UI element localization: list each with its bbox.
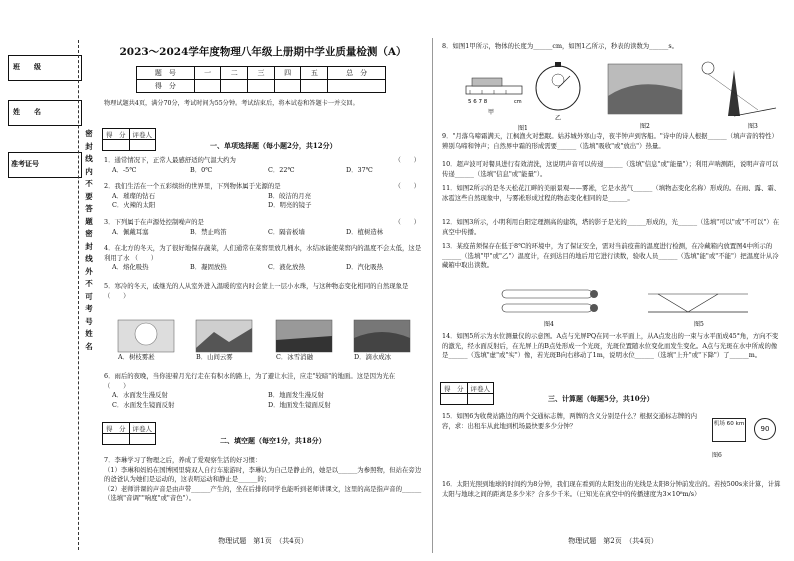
score-cell: 四 [274, 67, 301, 80]
score-cell[interactable] [248, 80, 275, 93]
option-b: B．皎洁的月亮 [268, 191, 312, 200]
question-7 [104, 456, 422, 504]
fig-2-label: 图2 [640, 123, 650, 130]
answer-paren: （ ） [394, 182, 420, 190]
thermometer-yi-icon [502, 304, 598, 312]
tower-shadow-icon [702, 62, 776, 116]
page-1-footer: 物理试题 第1页 （共4页） [218, 537, 308, 545]
score-table-score-row [137, 80, 386, 93]
figure-6 [712, 412, 782, 460]
section-1-title: 一、单项选择题（每小题2分，共12分） [210, 141, 337, 150]
option-d: D．滴水成冰 [354, 353, 392, 361]
question-6 [104, 372, 422, 410]
option-a: A．佩戴耳塞 [112, 227, 149, 236]
question-5 [104, 282, 422, 301]
option-c: C．火辣的太阳 [112, 201, 156, 210]
answer-paren: （ ） [104, 291, 130, 300]
question-text: 4．在北方的冬天，为了很好地保存蔬菜，人们通常在菜窖里放几桶水，水结冰能使菜窖内的温度不会太低，这是利用了水 [104, 244, 422, 262]
grader-reviewer-label: 评卷人 [129, 423, 156, 434]
question-text: 1．通常情况下，正常人最感舒适的气温大约为 [104, 156, 236, 164]
grader-reviewer-cell[interactable] [467, 394, 494, 405]
page-2 [438, 40, 788, 555]
score-cell: 一 [194, 67, 221, 80]
grader-reviewer-cell[interactable] [129, 140, 156, 151]
grader-score-cell[interactable] [441, 394, 468, 405]
ruler-icon [466, 78, 522, 94]
question-text: 2．我们生活在一个五彩缤纷的世界里，下列物体属于光源的是 [104, 182, 281, 190]
answer-paren: （ ） [104, 381, 130, 390]
airport-distance-sign: 机场 60 km [712, 418, 746, 442]
option-a: A．水面发生漫反射 [112, 391, 168, 400]
fig-5-label: 图5 [694, 321, 704, 328]
grader-box-2 [102, 422, 156, 445]
option-d: D．37℃ [346, 165, 373, 174]
page-divider [432, 38, 433, 553]
exam-number-box [8, 152, 82, 178]
question-14: 14．如图5所示为水位测量仪的示意图。A点与光屏PQ在同一水平面上，从A点发出的一束与水平面成45°角，方向不变的激光，经水面反射后，在光屏上的B点处形成一个光斑，光斑位置随水位变化而发生变化。A点与光斑在水中所成的像是______（选填"虚"或"实"）像，若光斑B向右移动了1m，说明水位______（选填"上升"或"下降"）了______m。 [442, 332, 779, 360]
question-text: 7．李琳学习了物理之后，养成了爱观察生活的好习惯： [104, 456, 262, 464]
option-c: C．隔音板墙 [268, 227, 305, 236]
score-cell: 总 分 [328, 67, 386, 80]
question-9: 9．"月落乌啼霜满天，江枫渔火对愁眠。姑苏城外寒山寺，夜半钟声到客船。"诗中的诗人根据______（填声音的特性）辨别乌啼和钟声；自然界中霜的形成需要______（选填"吸收"或"放出"）热量。 [442, 132, 778, 150]
grader-box-3 [440, 382, 494, 405]
fig-1a-label: 甲 [488, 109, 495, 116]
option-b: B．禁止鸣笛 [190, 227, 227, 236]
thermometer-jia-icon [502, 290, 598, 298]
option-b: B．0℃ [190, 165, 213, 174]
option-c: C．水面发生镜面反射 [112, 400, 175, 409]
class-label: 班 级 [13, 62, 41, 71]
option-c: C．冰雪消融 [276, 353, 313, 361]
fig-4-label: 图4 [544, 321, 554, 328]
fig-6-label: 图6 [712, 452, 722, 459]
grader-score-cell[interactable] [103, 140, 130, 151]
section-2-title: 二、填空题（每空1分，共18分） [220, 436, 326, 445]
score-cell: 三 [248, 67, 275, 80]
class-box [8, 55, 82, 81]
seal-line [78, 40, 79, 550]
score-table-header-row [137, 67, 386, 80]
fig-1b-label: 乙 [555, 115, 562, 122]
grader-score-label: 得 分 [103, 423, 130, 434]
grader-reviewer-cell[interactable] [129, 434, 156, 445]
question-8: 8．如图1甲所示，物体的长度为______cm，如图1乙所示，秒表的读数为______s。 [442, 42, 679, 50]
figures-1-3 [458, 56, 778, 134]
question-5-pictures [114, 318, 414, 364]
question-11: 11．如图2所示的是冬天松花江畔的美丽景观——雾凇，它是水蒸气______（填物态变化名称）形成的。在雨、露、霜、冰雹这些自然现象中，与雾凇形成过程的物态变化相同的是______。 [442, 184, 781, 202]
option-d: D．明亮的镜子 [268, 201, 312, 210]
question-2 [104, 182, 422, 211]
option-d: D．地面发生镜面反射 [268, 400, 331, 409]
grader-reviewer-label: 评卷人 [129, 129, 156, 140]
grader-score-cell[interactable] [103, 434, 130, 445]
question-3 [104, 218, 422, 237]
option-a: A．-5℃ [112, 165, 137, 174]
option-c: C．液化放热 [268, 263, 305, 272]
water-level-gauge-icon [648, 294, 748, 312]
score-table [136, 66, 386, 93]
name-label: 姓 名 [13, 107, 41, 116]
score-cell[interactable] [274, 80, 301, 93]
grader-box-1 [102, 128, 156, 151]
score-cell[interactable] [301, 80, 328, 93]
exam-title: 2023～2024学年度物理八年级上册期中学业质量检测（A） [119, 46, 407, 58]
question-13: 13．某疫苗须保存在低于8℃的环境中，为了保证安全，需对当前疫苗的温度进行检测，在冷藏箱内放置图4中所示的______（选填"甲"或"乙"）温度计，在到达目的地后用它进行读数，验收人员______（选填"能"或"不能"）把温度计从冷藏箱中取出读数。 [442, 242, 779, 270]
grader-score-label: 得 分 [441, 383, 468, 394]
speed-limit-sign: 90 [754, 418, 776, 440]
option-d: D．汽化吸热 [346, 263, 384, 272]
ruler-unit: cm [514, 99, 522, 105]
ice-icon [354, 332, 410, 352]
binding-strip [0, 0, 94, 561]
question-15: 15．如图6为收费站路边的两个交通标志牌，两牌的含义分别是什么？根据交通标志牌的内容，求：出租车从此地到机场最快要多少分钟？ [442, 412, 698, 430]
option-b: B．山间云雾 [196, 353, 233, 361]
page-2-footer: 物理试题 第2页 （共4页） [568, 537, 658, 545]
instructions: 物理试题共4页，满分70分，考试时间为55分钟。考试结束后，将本试卷和答题卡一并交回。 [104, 100, 359, 107]
option-a: A．树枝雾凇 [118, 353, 155, 361]
question-4 [104, 244, 422, 273]
grader-reviewer-label: 评卷人 [467, 383, 494, 394]
question-12: 12．如图3所示，小明利用白阳定理测高的建筑，塔的影子是光的______形成的，光______（选填"可以"或"不可以"）在真空中传播。 [442, 218, 780, 236]
option-a: A．熔化吸热 [112, 263, 149, 272]
answer-paren: （ ） [131, 253, 158, 262]
option-b: B．地面发生漫反射 [268, 391, 324, 400]
stopwatch-icon [536, 62, 580, 110]
answer-paren: （ ） [394, 156, 420, 164]
score-cell[interactable] [221, 80, 248, 93]
question-7-part-1: （1）李琳和妈妈在国博园里骑双人自行车旅游时，李琳认为自己是静止的，她是以______为参照物，但站在旁边的爸爸认为她们是运动的，这表明运动和静止是______的； [104, 465, 422, 484]
question-text: 6．雨后的夜晚，当你迎着月光行走在有积水的路上，为了避让水洼，应走"较暗"的地面。这是因为光在 [104, 372, 396, 380]
score-cell: 五 [301, 67, 328, 80]
answer-paren: （ ） [394, 218, 420, 226]
exam-number-label: 准考证号 [11, 159, 39, 168]
ruler-numbers: 5 6 7 8 [468, 99, 488, 105]
option-a: A．璀璨的钻石 [112, 191, 155, 200]
section-3-title: 三、计算题（每题5分，共10分） [548, 394, 654, 403]
question-7-part-2: （2）老师讲课的声音是由声带______产生的，坐在后排的同学也能听到老师讲课文，这里的高是指声音的______（选填"音调""响度"或"音色"）。 [104, 484, 422, 503]
question-16: 16．太阳光照到地球的时间约为8分钟，我们现在看到的太阳发出的光线是太阳8分钟前发出的。若按500s来计算，计算太阳与地球之间的距离是多少米？合多少千米。（已知光在真空中的传播速度为3×10⁸m/s） [442, 480, 781, 498]
score-cell: 得 分 [137, 80, 195, 93]
figures-4-5 [498, 286, 758, 332]
fig-1-label: 图1 [518, 125, 528, 132]
question-text: 3．下列属于在声源处控制噪声的是 [104, 218, 204, 226]
score-cell: 二 [221, 67, 248, 80]
score-cell[interactable] [194, 80, 221, 93]
question-1 [104, 156, 422, 175]
name-box [8, 100, 82, 126]
grader-score-label: 得 分 [103, 129, 130, 140]
rime-tree-icon [135, 323, 157, 345]
seal-vertical-text: 密封线内不要答题密封线外不可考号姓名 [85, 129, 93, 351]
option-b: B．凝固放热 [190, 263, 227, 272]
page-1 [100, 40, 426, 555]
score-cell[interactable] [328, 80, 386, 93]
question-10: 10．超声波可对餐具进行有效清洗，这说明声音可以传递______（选填"信息"或"能量"）；利用声呐测距，说明声音可以传递______（选填"信息"或"能量"）。 [442, 160, 779, 178]
option-c: C．22℃ [268, 165, 295, 174]
fig-3-label: 图3 [748, 123, 758, 130]
option-d: D．植树造林 [346, 227, 384, 236]
score-cell: 题 号 [137, 67, 195, 80]
question-text: 5．寒冷的冬天，戚继光的人从室外进入温暖的室内时会蒙上一层小水珠，与这种物态变化相同的自然现象是 [104, 282, 409, 290]
